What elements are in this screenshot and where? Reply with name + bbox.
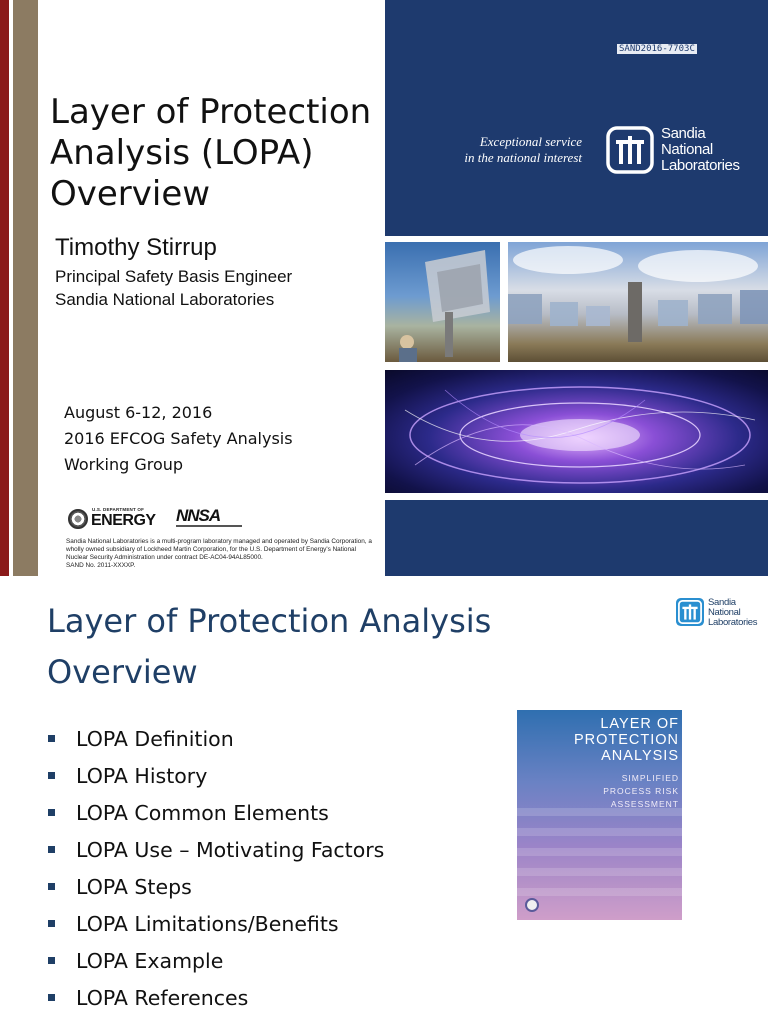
author-role: Principal Safety Basis Engineer: [55, 267, 293, 286]
sandia-wordmark-line3: Laboratories: [708, 617, 758, 628]
nnsa-logo-text: NNSA: [176, 506, 221, 525]
overview-title-line1: Layer of Protection Analysis: [47, 602, 492, 640]
agenda-list: [48, 724, 384, 1020]
tagline-line1: Exceptional service: [479, 134, 582, 149]
cover-stripe: [517, 888, 682, 896]
solar-concentrator-photo: [385, 242, 500, 362]
legal-notice-text: Sandia National Laboratories is a multi-program laboratory managed and operated by Sandia Corporation, a wholly owned subsidiary of Lockheed Martin Corporation, for the U.S. Department of Energy's National Nuclear Security Administration under contract DE-AC04-94AL85000.: [66, 538, 372, 561]
left-tan-stripe: [13, 0, 38, 576]
event-info: [64, 400, 293, 478]
bullet-icon: [48, 809, 55, 816]
bullet-icon: [48, 994, 55, 1001]
doe-logo-small-text: U.S. DEPARTMENT OF: [92, 507, 145, 512]
agenda-item: [48, 909, 384, 946]
doe-logo: [68, 506, 158, 532]
sandia-wordmark-line1: Sandia: [661, 125, 706, 142]
nnsa-underline: [176, 525, 242, 527]
bullet-icon: [48, 772, 55, 779]
brand-footer-panel: [385, 500, 768, 576]
agenda-item-label: LOPA References: [76, 986, 249, 1010]
overview-title: [47, 596, 567, 698]
heliostat-field-photo: [508, 242, 768, 362]
event-name-line2: Working Group: [64, 455, 184, 474]
author-affiliation: [55, 265, 292, 311]
agenda-item: [48, 946, 384, 983]
presentation-title: Layer of Protection Analysis (LOPA) Overview: [50, 92, 372, 214]
agenda-item-label: LOPA History: [76, 764, 208, 788]
event-date: August 6-12, 2016: [64, 403, 213, 422]
agenda-item: [48, 798, 384, 835]
agenda-item: [48, 724, 384, 761]
agenda-item-label: LOPA Limitations/Benefits: [76, 912, 339, 936]
cover-stripe: [517, 848, 682, 856]
agenda-item-label: LOPA Example: [76, 949, 224, 973]
book-subtitle-line1: SIMPLIFIED: [621, 773, 679, 783]
agenda-item-label: LOPA Common Elements: [76, 801, 329, 825]
bullet-icon: [48, 920, 55, 927]
agenda-item: [48, 835, 384, 872]
book-subtitle: [519, 772, 679, 811]
author-name: Timothy Stirrup: [55, 234, 217, 261]
tagline: [426, 134, 582, 166]
doe-logo-text: ENERGY: [91, 512, 156, 529]
doe-seal-icon: [68, 509, 88, 529]
book-title-line2: PROTECTION: [573, 732, 679, 748]
lopa-book-cover: [517, 710, 682, 920]
sandia-wordmark: [661, 126, 740, 174]
agenda-item: [48, 761, 384, 798]
publisher-emblem-icon: [525, 898, 539, 912]
heliostat-graphic: [508, 242, 768, 362]
overview-slide: [0, 582, 768, 1024]
sponsor-logos: [68, 506, 268, 532]
sandia-wordmark: [708, 598, 757, 628]
cover-stripe: [517, 828, 682, 836]
author-organization: Sandia National Laboratories: [55, 290, 275, 309]
left-red-stripe: [0, 0, 9, 576]
agenda-item: [48, 872, 384, 909]
sand-code-label: SAND2016-7703C: [619, 44, 695, 54]
book-subtitle-line3: ASSESSMENT: [610, 799, 679, 809]
bullet-icon: [48, 846, 55, 853]
sand-number: SAND No. 2011-XXXXP.: [66, 562, 136, 569]
legal-notice: [66, 538, 376, 570]
book-title-line1: LAYER OF: [600, 716, 679, 732]
agenda-item-label: LOPA Definition: [76, 727, 234, 751]
sandia-wordmark-line2: National: [661, 141, 713, 158]
z-machine-photo: [385, 370, 768, 493]
bullet-icon: [48, 883, 55, 890]
event-name-line1: 2016 EFCOG Safety Analysis: [64, 429, 293, 448]
nnsa-logo: [176, 506, 246, 532]
sandia-thunderbird-icon: [676, 598, 704, 626]
sandia-wordmark-line2: National: [708, 607, 741, 618]
plasma-arcs-graphic: [385, 370, 768, 493]
bullet-icon: [48, 735, 55, 742]
book-title-line3: ANALYSIS: [601, 748, 679, 764]
sandia-wordmark-line1: Sandia: [708, 597, 736, 608]
book-title: [517, 716, 679, 764]
book-subtitle-line2: PROCESS RISK: [603, 786, 679, 796]
overview-title-line2: Overview: [47, 653, 198, 691]
agenda-item-label: LOPA Use – Motivating Factors: [76, 838, 385, 862]
cover-stripe: [517, 868, 682, 876]
sandia-wordmark-line3: Laboratories: [661, 157, 740, 174]
agenda-item: [48, 983, 384, 1020]
solar-dish-graphic: [385, 242, 500, 362]
bullet-icon: [48, 957, 55, 964]
tagline-line2: in the national interest: [464, 150, 582, 165]
agenda-item-label: LOPA Steps: [76, 875, 192, 899]
sandia-thunderbird-icon: [606, 126, 654, 174]
brand-panel: [385, 0, 768, 236]
